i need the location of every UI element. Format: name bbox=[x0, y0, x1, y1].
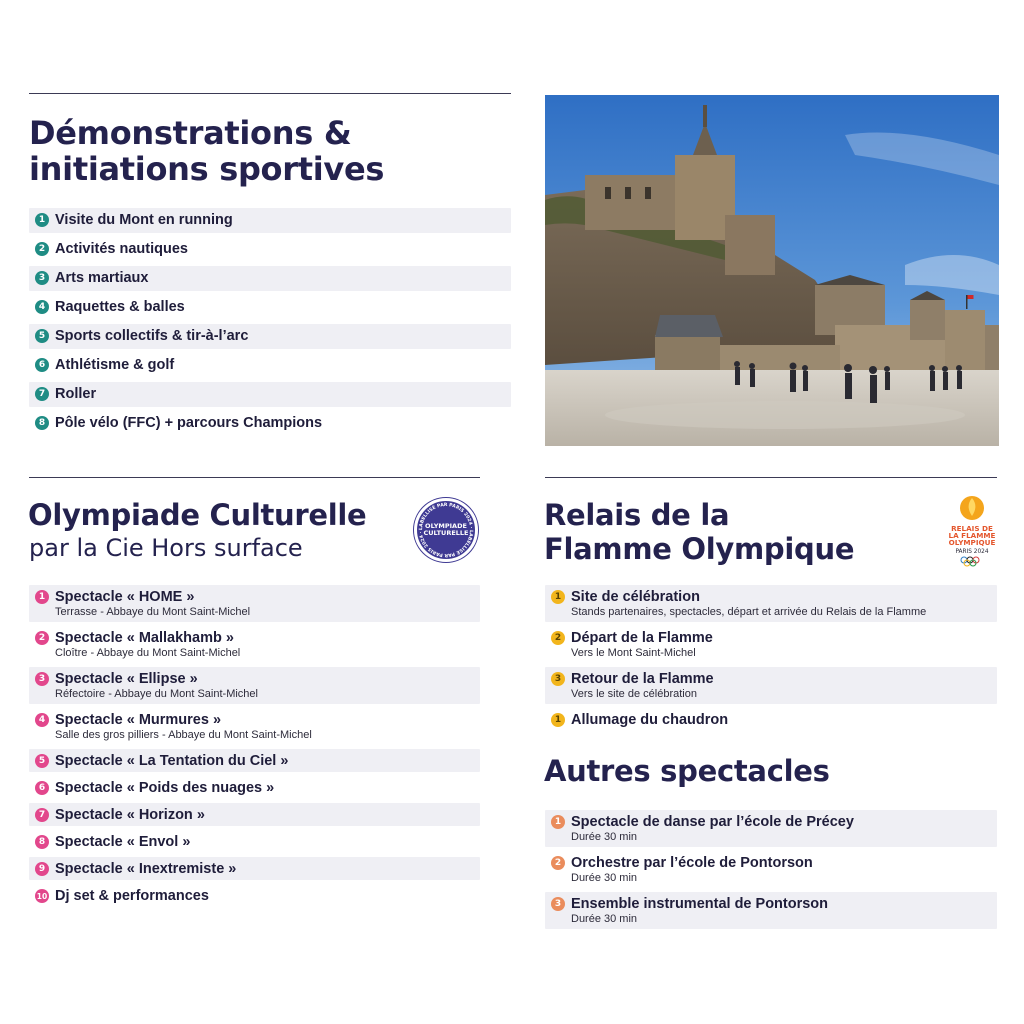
relais-title-line2: Flamme Olympique bbox=[544, 532, 855, 566]
item-label: Raquettes & balles bbox=[55, 299, 185, 315]
item-label: Spectacle de danse par l’école de Précey bbox=[571, 814, 854, 830]
item-detail: Cloître - Abbaye du Mont Saint-Michel bbox=[55, 647, 241, 659]
item-label: Retour de la Flamme bbox=[571, 671, 714, 687]
item-label: Allumage du chaudron bbox=[571, 712, 729, 728]
number-badge: 6 bbox=[35, 358, 49, 372]
item-detail: Stands partenaires, spectacles, départ et arrivée du Relais de la Flamme bbox=[571, 606, 927, 618]
list-item bbox=[545, 892, 997, 929]
logo-line4: PARIS 2024 bbox=[955, 549, 989, 555]
autres-list bbox=[545, 810, 997, 933]
list-item bbox=[29, 237, 511, 262]
mont-saint-michel-photo bbox=[545, 95, 999, 446]
sports-title-line1: Démonstrations & bbox=[29, 114, 352, 152]
number-badge: 4 bbox=[35, 300, 49, 314]
number-badge: 2 bbox=[551, 631, 565, 645]
culture-list bbox=[29, 585, 480, 911]
item-detail: Réfectoire - Abbaye du Mont Saint-Michel bbox=[55, 688, 258, 700]
list-item bbox=[29, 884, 480, 907]
list-item bbox=[29, 208, 511, 233]
item-label: Spectacle « Murmures » bbox=[55, 712, 222, 728]
list-item bbox=[29, 382, 511, 407]
section-divider bbox=[545, 477, 997, 478]
list-item bbox=[545, 626, 997, 663]
item-label: Activités nautiques bbox=[55, 241, 188, 257]
number-badge: 10 bbox=[35, 889, 49, 903]
number-badge: 1 bbox=[35, 213, 49, 227]
item-detail: Vers le site de célébration bbox=[571, 688, 697, 700]
number-badge: 3 bbox=[551, 672, 565, 686]
list-item bbox=[29, 411, 511, 436]
autres-title: Autres spectacles bbox=[544, 754, 830, 788]
list-item bbox=[29, 749, 480, 772]
number-badge: 3 bbox=[35, 672, 49, 686]
item-detail: Durée 30 min bbox=[571, 831, 638, 843]
number-badge: 7 bbox=[35, 387, 49, 401]
item-label: Dj set & performances bbox=[55, 888, 209, 904]
number-badge: 2 bbox=[551, 856, 565, 870]
section-divider bbox=[29, 477, 480, 478]
photo-illustration bbox=[545, 95, 999, 446]
number-badge: 9 bbox=[35, 862, 49, 876]
logo-line2: LA FLAMME bbox=[948, 531, 996, 540]
list-item bbox=[29, 266, 511, 291]
item-detail: Terrasse - Abbaye du Mont Saint-Michel bbox=[55, 606, 251, 618]
number-badge: 2 bbox=[35, 242, 49, 256]
sports-title-line2: initiations sportives bbox=[29, 150, 385, 188]
list-item bbox=[29, 295, 511, 320]
item-label: Spectacle « Mallakhamb » bbox=[55, 630, 234, 646]
number-badge: 1 bbox=[551, 815, 565, 829]
item-label: Spectacle « Poids des nuages » bbox=[55, 780, 275, 796]
item-label: Site de célébration bbox=[571, 589, 700, 605]
section-divider bbox=[29, 93, 511, 94]
number-badge: 5 bbox=[35, 329, 49, 343]
number-badge: 2 bbox=[35, 631, 49, 645]
list-item bbox=[545, 810, 997, 847]
item-label: Pôle vélo (FFC) + parcours Champions bbox=[55, 415, 323, 431]
item-label: Spectacle « Ellipse » bbox=[55, 671, 198, 687]
item-label: Spectacle « Inextremiste » bbox=[55, 861, 237, 877]
item-detail: Salle des gros pilliers - Abbaye du Mont Saint-Michel bbox=[55, 729, 312, 741]
list-item bbox=[29, 830, 480, 853]
item-label: Spectacle « Envol » bbox=[55, 834, 191, 850]
item-detail: Durée 30 min bbox=[571, 872, 638, 884]
olympiade-culturelle-badge bbox=[414, 498, 478, 562]
list-item bbox=[29, 667, 480, 704]
number-badge: 3 bbox=[35, 271, 49, 285]
item-label: Athlétisme & golf bbox=[55, 357, 175, 373]
logo-line1: RELAIS DE bbox=[951, 524, 993, 533]
number-badge: 7 bbox=[35, 808, 49, 822]
badge-text-line2: CULTURELLE bbox=[423, 529, 469, 537]
list-item bbox=[545, 851, 997, 888]
logo-line3: OLYMPIQUE bbox=[948, 538, 996, 547]
relais-flamme-logo bbox=[946, 494, 998, 570]
list-item bbox=[29, 857, 480, 880]
number-badge: 1 bbox=[551, 590, 565, 604]
list-item bbox=[29, 776, 480, 799]
list-item bbox=[29, 324, 511, 349]
number-badge: 8 bbox=[35, 835, 49, 849]
list-item bbox=[29, 803, 480, 826]
relais-list bbox=[545, 585, 997, 735]
list-item bbox=[545, 585, 997, 622]
badge-text-line1: OLYMPIADE bbox=[425, 521, 467, 530]
number-badge: 6 bbox=[35, 781, 49, 795]
item-label: Ensemble instrumental de Pontorson bbox=[571, 896, 829, 912]
item-label: Spectacle « HOME » bbox=[55, 589, 195, 605]
badge-ring-text: LABELLISÉ PAR PARIS 2024 · LABELLISÉ PAR PARIS 2024 · bbox=[418, 502, 474, 558]
item-label: Roller bbox=[55, 386, 97, 402]
number-badge: 4 bbox=[35, 713, 49, 727]
list-item bbox=[545, 667, 997, 704]
flame-icon bbox=[946, 494, 998, 570]
item-label: Sports collectifs & tir-à-l’arc bbox=[55, 328, 249, 344]
number-badge: 1 bbox=[551, 713, 565, 727]
item-label: Arts martiaux bbox=[55, 270, 149, 286]
culture-title: Olympiade Culturelle bbox=[28, 498, 367, 532]
relais-title-line1: Relais de la bbox=[544, 498, 730, 532]
item-detail: Durée 30 min bbox=[571, 913, 638, 925]
list-item bbox=[29, 708, 480, 745]
list-item bbox=[29, 353, 511, 378]
number-badge: 3 bbox=[551, 897, 565, 911]
item-label: Spectacle « La Tentation du Ciel » bbox=[55, 753, 289, 769]
list-item bbox=[545, 708, 997, 731]
item-label: Visite du Mont en running bbox=[55, 212, 233, 228]
item-label: Orchestre par l’école de Pontorson bbox=[571, 855, 813, 871]
number-badge: 8 bbox=[35, 416, 49, 430]
number-badge: 1 bbox=[35, 590, 49, 604]
item-label: Spectacle « Horizon » bbox=[55, 807, 205, 823]
sports-list bbox=[29, 208, 511, 440]
list-item bbox=[29, 626, 480, 663]
number-badge: 5 bbox=[35, 754, 49, 768]
item-label: Départ de la Flamme bbox=[571, 630, 713, 646]
list-item bbox=[29, 585, 480, 622]
item-detail: Vers le Mont Saint-Michel bbox=[571, 647, 696, 659]
culture-subtitle: par la Cie Hors surface bbox=[29, 534, 303, 562]
